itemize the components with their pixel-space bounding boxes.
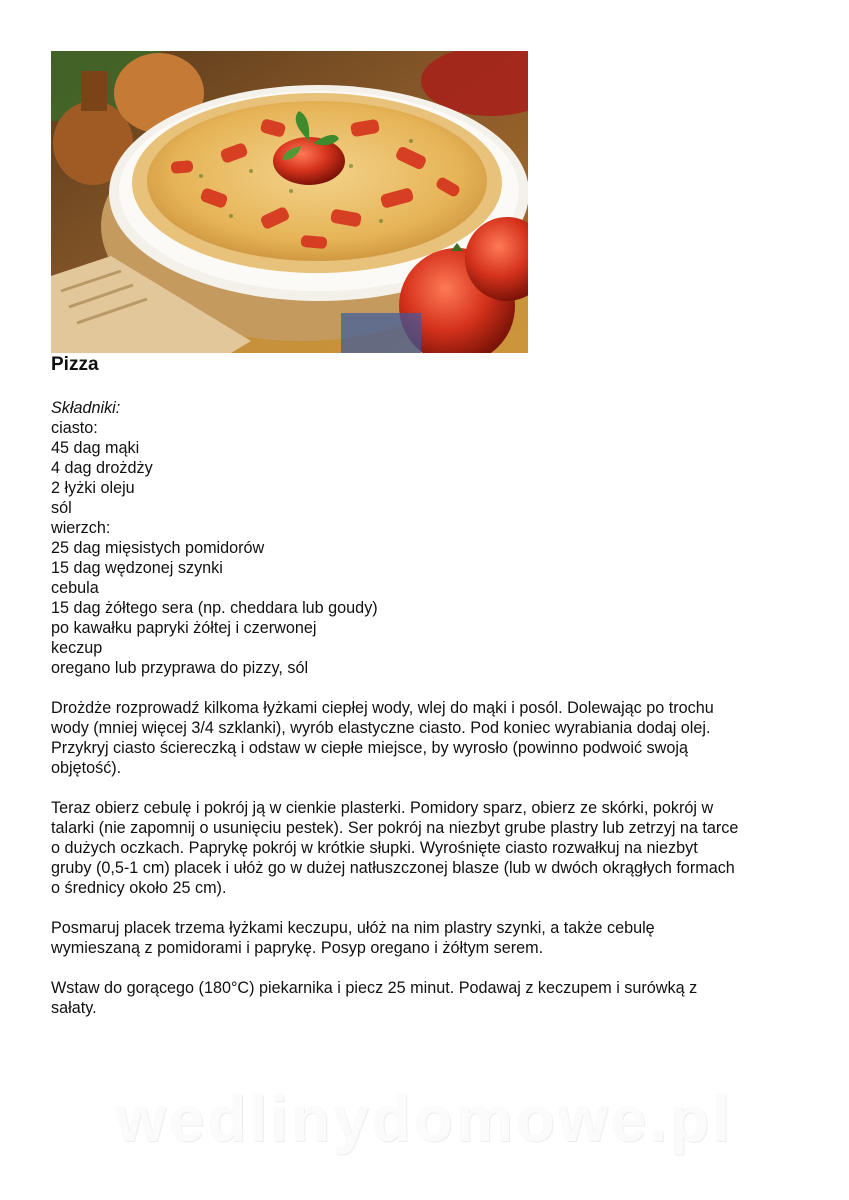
step-line: Wstaw do gorącego (180°C) piekarnika i piecz 25 minut. Podawaj z keczupem i surówką z: [51, 979, 698, 997]
step-line: Teraz obierz cebulę i pokrój ją w cienkie plasterki. Pomidory sparz, obierz ze skórki, pokrój w: [51, 799, 714, 817]
ingredient-item: keczup: [51, 639, 103, 657]
step-line: objętość).: [51, 759, 122, 777]
step-line: Przykryj ciasto ściereczką i odstaw w ciepłe miejsce, by wyrosło (powinno podwoić swoją: [51, 739, 688, 757]
step-paragraph-1: [51, 698, 796, 778]
ingredients-list: [51, 398, 796, 678]
ingredient-item: 25 dag mięsistych pomidorów: [51, 539, 265, 557]
ingredient-item: oregano lub przyprawa do pizzy, sól: [51, 659, 309, 677]
ingredient-item: 15 dag wędzonej szynki: [51, 559, 223, 577]
step-line: Posmaruj placek trzema łyżkami keczupu, ułóż na nim plastry szynki, a także cebulę: [51, 919, 655, 937]
step-line: o średnicy około 25 cm).: [51, 879, 227, 897]
ingredient-item: 45 dag mąki: [51, 439, 140, 457]
ingredient-item: ciasto:: [51, 419, 98, 437]
step-line: o dużych oczkach. Paprykę pokrój w krótkie słupki. Wyrośnięte ciasto rozwałkuj na niezbyt: [51, 839, 698, 857]
ingredients-label: Składniki:: [51, 399, 121, 417]
step-line: wymieszaną z pomidorami i paprykę. Posyp oregano i żółtym serem.: [51, 939, 544, 957]
step-line: wody (mniej więcej 3/4 szklanki), wyrób elastyczne ciasto. Pod koniec wyrabiania dodaj olej.: [51, 719, 711, 737]
step-line: gruby (0,5-1 cm) placek i ułóż go w dużej natłuszczonej blasze (lub w dwóch okrągłych formach: [51, 859, 735, 877]
ingredient-item: 2 łyżki oleju: [51, 479, 135, 497]
recipe-title: Pizza: [51, 354, 99, 375]
step-paragraph-2: [51, 798, 796, 898]
ingredient-item: cebula: [51, 579, 99, 597]
step-line: sałaty.: [51, 999, 97, 1017]
ingredient-item: 4 dag drożdży: [51, 459, 153, 477]
pizza-illustration: [51, 51, 528, 353]
step-line: talarki (nie zapomnij o usunięciu pestek). Ser pokrój na niezbyt grube plastry lub zetrzyj na tarce: [51, 819, 739, 837]
watermark: wedlinydomowe.pl: [116, 1083, 733, 1155]
pizza-photo: [51, 51, 528, 353]
ingredient-item: sól: [51, 499, 72, 517]
recipe-body: [51, 398, 796, 1038]
ingredient-item: 15 dag żółtego sera (np. cheddara lub goudy): [51, 599, 378, 617]
ingredient-item: wierzch:: [51, 519, 111, 537]
step-line: Drożdże rozprowadź kilkoma łyżkami ciepłej wody, wlej do mąki i posól. Dolewając po trochu: [51, 699, 714, 717]
step-paragraph-3: [51, 918, 796, 958]
step-paragraph-4: [51, 978, 796, 1018]
ingredient-item: po kawałku papryki żółtej i czerwonej: [51, 619, 317, 637]
